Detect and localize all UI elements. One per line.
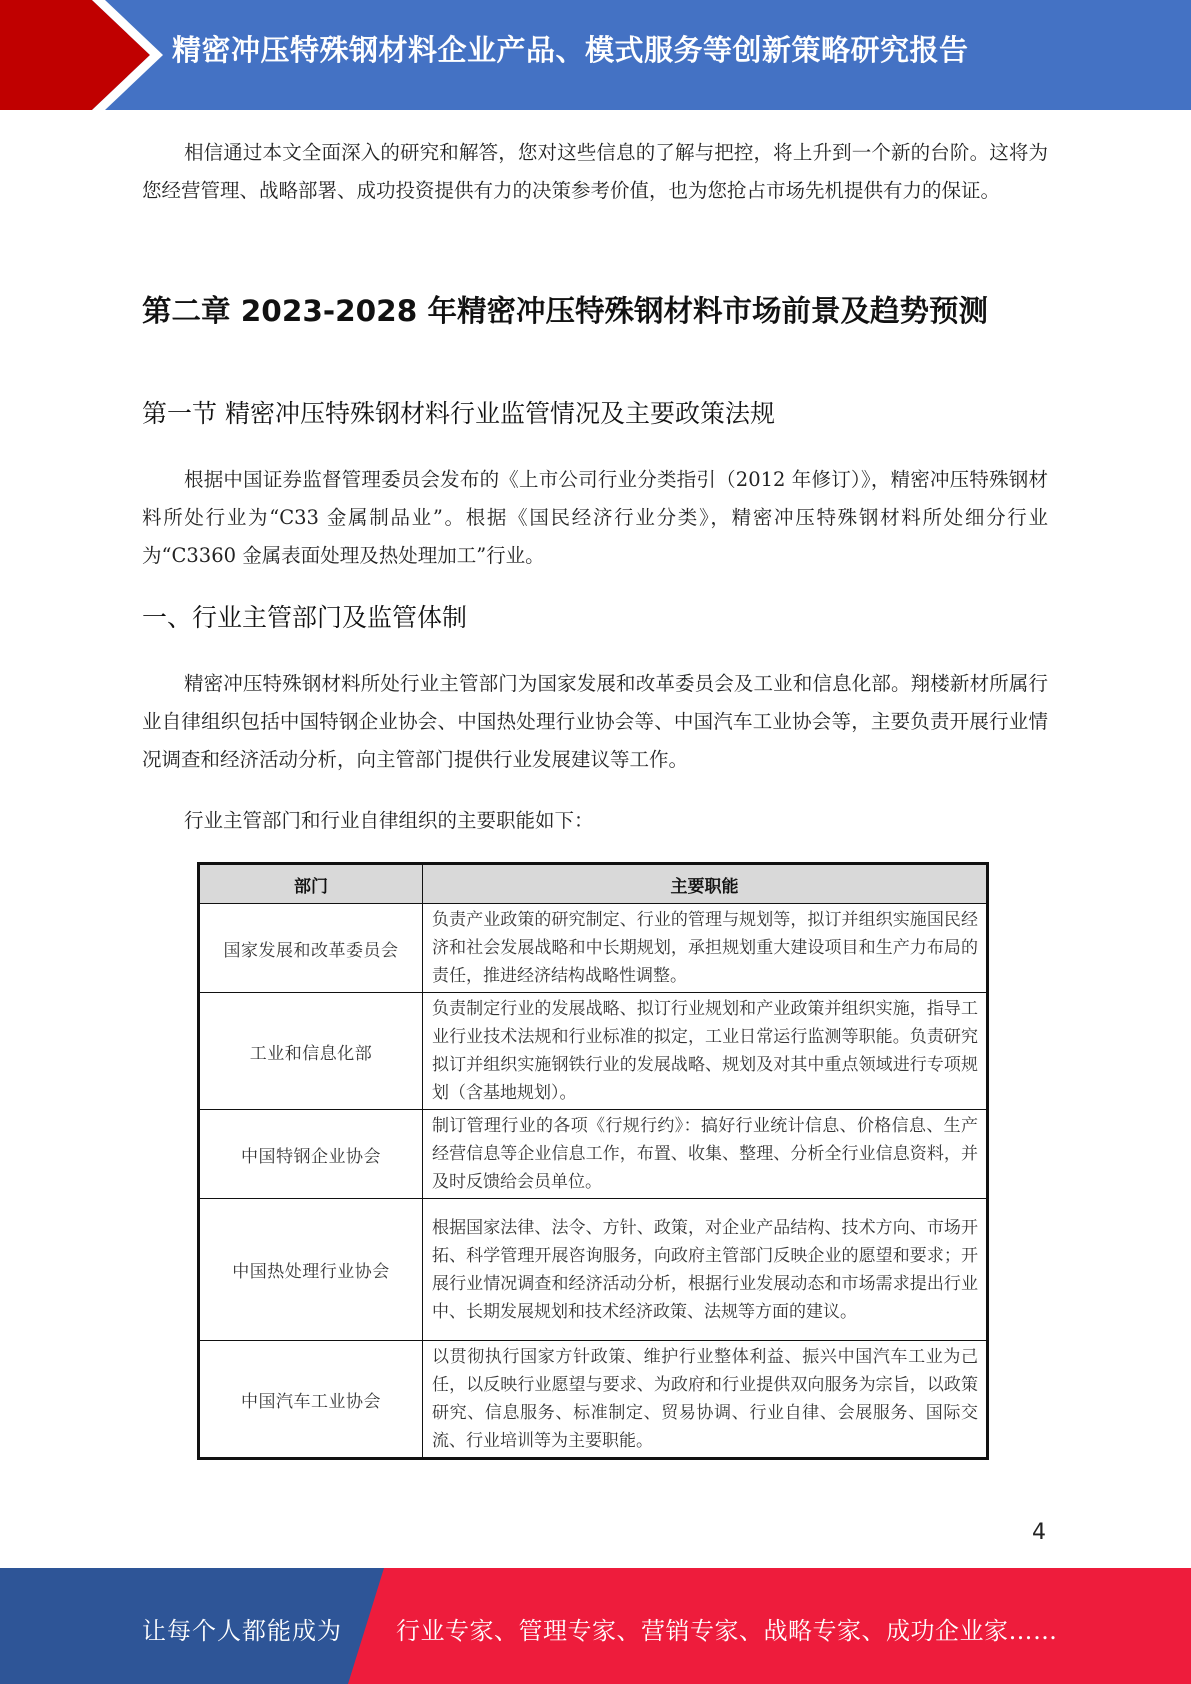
table-row xyxy=(199,1199,988,1341)
footer-slogan-left: 让每个人都能成为 xyxy=(142,1617,342,1645)
subsection-paragraph: 精密冲压特殊钢材料所处行业主管部门为国家发展和改革委员会及工业和信息化部。翔楼新材所属行业自律组织包括中国特钢企业协会、中国热处理行业协会等、中国汽车工业协会等，主要负责开展行业情况调查和经济活动分析，向主管部门提供行业发展建议等工作。 xyxy=(142,672,1048,771)
duty-cell: 以贯彻执行国家方针政策、维护行业整体利益、振兴中国汽车工业为己任，以反映行业愿望与要求、为政府和行业提供双向服务为宗旨，以政策研究、信息服务、标准制定、贸易协调、行业自律、会展服务、国际交流、行业培训等为主要职能。 xyxy=(423,1341,988,1459)
table-row xyxy=(199,904,988,993)
header-title: 精密冲压特殊钢材料企业产品、模式服务等创新策略研究报告 xyxy=(172,33,969,67)
table-row xyxy=(199,993,988,1110)
duty-cell: 根据国家法律、法令、方针、政策，对企业产品结构、技术方向、市场开拓、科学管理开展咨询服务，向政府主管部门反映企业的愿望和要求；开展行业情况调查和经济活动分析，根据行业发展动态和市场需求提出行业中、长期发展规划和技术经济政策、法规等方面的建议。 xyxy=(423,1199,988,1341)
dept-cell: 国家发展和改革委员会 xyxy=(199,904,423,993)
table-row xyxy=(199,1110,988,1199)
section-paragraph: 根据中国证券监督管理委员会发布的《上市公司行业分类指引（2012 年修订）》，精密冲压特殊钢材料所处行业为“C33 金属制品业”。根据《国民经济行业分类》，精密冲压特殊钢材料所处细分行业为“C3360 金属表面处理及热处理加工”行业。 xyxy=(142,468,1048,567)
page-number: 4 xyxy=(1032,1520,1046,1545)
footer-slogan-right: 行业专家、管理专家、营销专家、战略专家、成功企业家…… xyxy=(396,1617,1058,1645)
dept-cell: 中国特钢企业协会 xyxy=(199,1110,423,1199)
column-header-duty: 主要职能 xyxy=(423,864,988,904)
dept-cell: 中国热处理行业协会 xyxy=(199,1199,423,1341)
column-header-dept: 部门 xyxy=(199,864,423,904)
table-row xyxy=(199,1341,988,1459)
duties-table xyxy=(197,862,989,1460)
intro-paragraph: 相信通过本文全面深入的研究和解答，您对这些信息的了解与把控，将上升到一个新的台阶。这将为您经营管理、战略部署、成功投资提供有力的决策参考价值，也为您抢占市场先机提供有力的保证。 xyxy=(142,141,1048,202)
duty-cell: 负责产业政策的研究制定、行业的管理与规划等，拟订并组织实施国民经济和社会发展战略和中长期规划，承担规划重大建设项目和生产力布局的责任，推进经济结构战略性调整。 xyxy=(423,904,988,993)
table-header-row xyxy=(199,864,988,904)
chapter-title: 第二章 2023-2028 年精密冲压特殊钢材料市场前景及趋势预测 xyxy=(142,294,988,328)
subsection-title: 一、行业主管部门及监管体制 xyxy=(142,603,468,632)
duty-cell: 制订管理行业的各项《行规行约》：搞好行业统计信息、价格信息、生产经营信息等企业信息工作，布置、收集、整理、分析全行业信息资料，并及时反馈给会员单位。 xyxy=(423,1110,988,1199)
table-intro-paragraph: 行业主管部门和行业自律组织的主要职能如下： xyxy=(184,809,594,832)
dept-cell: 工业和信息化部 xyxy=(199,993,423,1110)
duty-cell: 负责制定行业的发展战略、拟订行业规划和产业政策并组织实施，指导工业行业技术法规和行业标准的拟定，工业日常运行监测等职能。负责研究拟订并组织实施钢铁行业的发展战略、规划及对其中重点领域进行专项规划（含基地规划）。 xyxy=(423,993,988,1110)
section-title: 第一节 精密冲压特殊钢材料行业监管情况及主要政策法规 xyxy=(142,399,775,428)
dept-cell: 中国汽车工业协会 xyxy=(199,1341,423,1459)
